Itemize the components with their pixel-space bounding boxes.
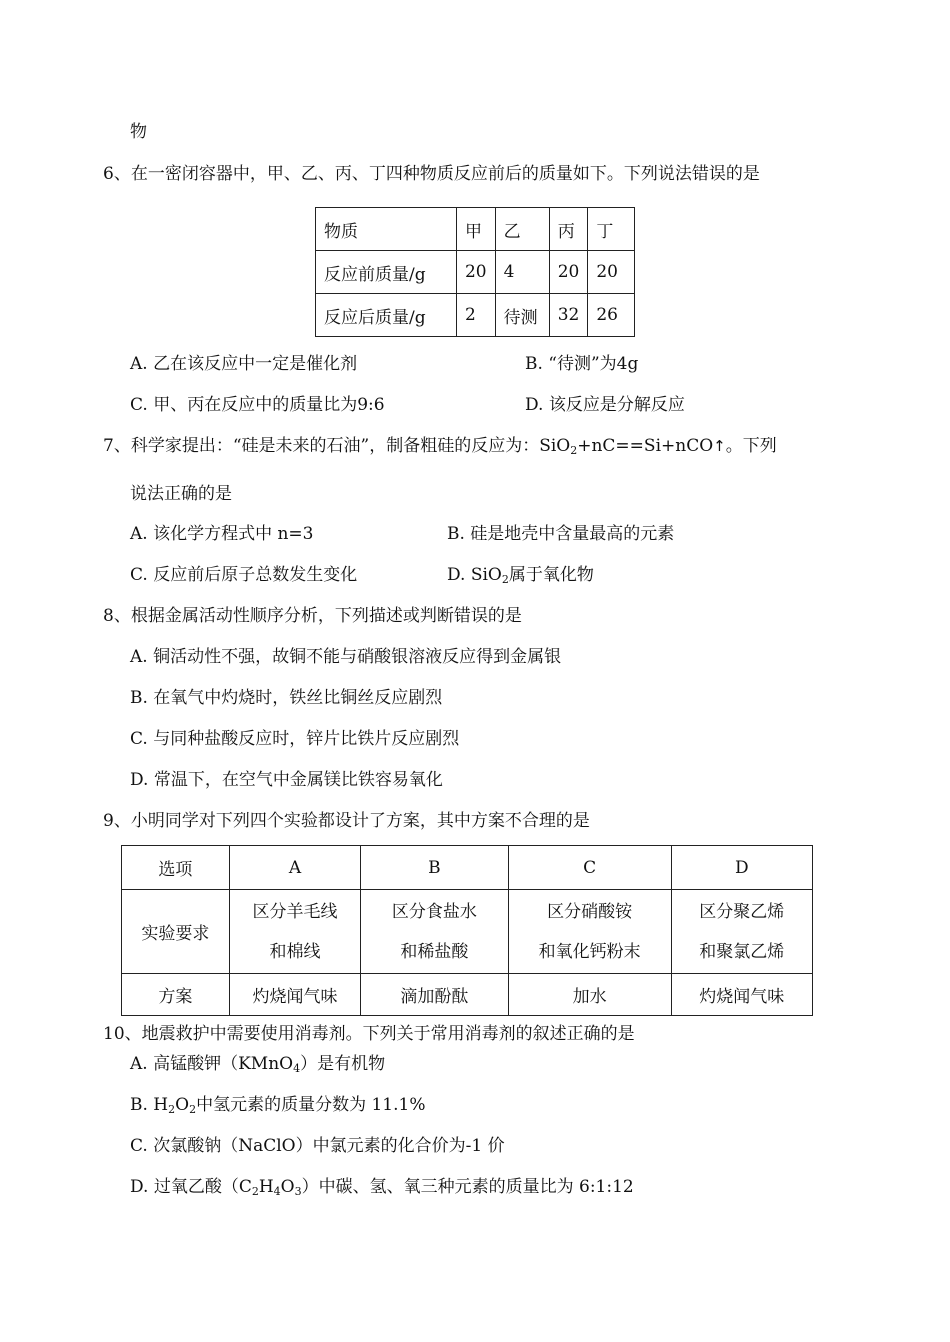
table-cell: 加水 — [508, 974, 671, 1016]
table-cell: D — [671, 846, 812, 890]
q7-stem-sub: 2 — [570, 444, 578, 457]
table-cell: 灼烧闻气味 — [229, 974, 360, 1016]
table-cell: 甲 — [456, 208, 495, 251]
q7-option-d-post: 属于氧化物 — [508, 565, 594, 585]
table-row — [316, 294, 635, 337]
table-cell: 4 — [495, 251, 549, 294]
q7-stem-mid: +nC== — [577, 436, 644, 456]
table-cell: 2 — [456, 294, 495, 337]
cell-line: 和聚氯乙烯 — [699, 941, 785, 962]
q10-option-b — [130, 1093, 426, 1119]
q7-stem-post: 。下列 — [725, 436, 777, 456]
table-cell: 选项 — [122, 846, 230, 890]
q10-option-d-s3: 3 — [294, 1185, 302, 1198]
cell-line: 区分聚乙烯 — [699, 901, 785, 922]
q10-option-d — [130, 1175, 634, 1201]
table-cell: 20 — [588, 251, 635, 294]
q10-option-d-s2: 4 — [273, 1185, 281, 1198]
table-cell: A — [229, 846, 360, 890]
q10-option-c: C. 次氯酸钠（NaClO）中氯元素的化合价为-1 价 — [130, 1136, 505, 1156]
q5-tail-text: 物 — [130, 122, 147, 142]
cell-line: 区分食盐水 — [391, 901, 477, 922]
q10-option-a-post: ）是有机物 — [300, 1054, 386, 1074]
table-cell: 20 — [549, 251, 588, 294]
table-cell: C — [508, 846, 671, 890]
q6-option-c: C. 甲、丙在反应中的质量比为9:6 — [130, 395, 385, 415]
q8-option-a: A. 铜活动性不强，故铜不能与硝酸银溶液反应得到金属银 — [130, 647, 562, 667]
table-cell: 32 — [549, 294, 588, 337]
cell-line: 和氧化钙粉末 — [538, 941, 641, 962]
q10-option-b-pre: B. H — [130, 1095, 169, 1115]
table-cell — [508, 890, 671, 974]
table-cell — [229, 890, 360, 974]
up-arrow-icon: ↑ — [713, 437, 726, 455]
table-cell: 物质 — [316, 208, 457, 251]
table-cell: 方案 — [122, 974, 230, 1016]
table-cell — [361, 890, 508, 974]
q10-stem: 10、地震救护中需要使用消毒剂。下列关于常用消毒剂的叙述正确的是 — [103, 1024, 635, 1044]
q10-option-d-m1: H — [258, 1177, 274, 1197]
q6-option-b: B. “待测”为4g — [525, 354, 639, 374]
q9-table — [121, 845, 813, 1016]
q7-option-a: A. 该化学方程式中 n=3 — [130, 524, 314, 544]
table-cell: 待测 — [495, 294, 549, 337]
table-row — [316, 251, 635, 294]
table-cell — [671, 890, 812, 974]
table-cell: 丁 — [588, 208, 635, 251]
q10-option-b-sub1: 2 — [168, 1103, 176, 1116]
q7-option-c: C. 反应前后原子总数发生变化 — [130, 565, 358, 585]
q7-stem-pre: 7、科学家提出：“硅是未来的石油”，制备粗硅的反应为：SiO — [103, 436, 571, 456]
q6-option-d: D. 该反应是分解反应 — [525, 395, 685, 415]
q10-option-d-pre: D. 过氧乙酸（C — [130, 1177, 252, 1197]
q10-option-b-sub2: 2 — [189, 1103, 197, 1116]
q10-option-d-s1: 2 — [251, 1185, 259, 1198]
q7-stem-mid2: Si+nCO — [643, 436, 714, 456]
q8-option-b: B. 在氧气中灼烧时，铁丝比铜丝反应剧烈 — [130, 688, 443, 708]
q9-stem: 9、小明同学对下列四个实验都设计了方案，其中方案不合理的是 — [103, 811, 590, 831]
table-cell: 乙 — [495, 208, 549, 251]
q8-option-c: C. 与同种盐酸反应时，锌片比铁片反应剧烈 — [130, 729, 460, 749]
cell-line: 和稀盐酸 — [400, 941, 469, 962]
q7-stem-line2: 说法正确的是 — [130, 484, 232, 504]
q7-stem — [103, 434, 777, 460]
table-cell: 滴加酚酞 — [361, 974, 508, 1016]
table-row — [316, 208, 635, 251]
table-cell: 实验要求 — [122, 890, 230, 974]
table-cell: 20 — [456, 251, 495, 294]
q7-option-d-sub: 2 — [501, 573, 509, 586]
q10-option-a-sub: 4 — [293, 1062, 301, 1075]
q6-table — [315, 207, 635, 337]
table-cell: 反应后质量/g — [316, 294, 457, 337]
table-cell: 灼烧闻气味 — [671, 974, 812, 1016]
q6-option-a: A. 乙在该反应中一定是催化剂 — [130, 354, 358, 374]
q6-stem — [103, 162, 760, 186]
table-row — [122, 846, 813, 890]
q10-option-d-m3: ）中碳、 — [301, 1177, 370, 1197]
table-cell: 26 — [588, 294, 635, 337]
cell-line: 区分硝酸铵 — [547, 901, 633, 922]
q7-option-d-pre: D. SiO — [447, 565, 502, 585]
table-cell: B — [361, 846, 508, 890]
q10-option-a-pre: A. 高锰酸钾（KMnO — [130, 1054, 294, 1074]
q7-option-d — [447, 563, 594, 589]
table-row — [122, 890, 813, 974]
q10-option-a — [130, 1052, 385, 1078]
q10-option-b-post: 中氢元素的质量分数为 11.1% — [196, 1095, 426, 1115]
cell-line: 和棉线 — [269, 941, 321, 962]
q8-option-d: D. 常温下，在空气中金属镁比铁容易氧化 — [130, 770, 443, 790]
q10-option-d-m2: O — [280, 1177, 295, 1197]
q7-option-b: B. 硅是地壳中含量最高的元素 — [447, 524, 675, 544]
q8-stem: 8、根据金属活动性顺序分析，下列描述或判断错误的是 — [103, 606, 522, 626]
table-row — [122, 974, 813, 1016]
table-cell: 丙 — [549, 208, 588, 251]
table-cell: 反应前质量/g — [316, 251, 457, 294]
q6-stem-text: 6、在一密闭容器中，甲、乙、丙、丁四种物质反应前后的质量如下。下列说法错误的是 — [103, 164, 760, 184]
cell-line: 区分羊毛线 — [252, 901, 338, 922]
q10-option-b-mid: O — [175, 1095, 190, 1115]
q10-option-d-m4: 氢、氧三种元素的质量比为 6:1:12 — [369, 1177, 634, 1197]
